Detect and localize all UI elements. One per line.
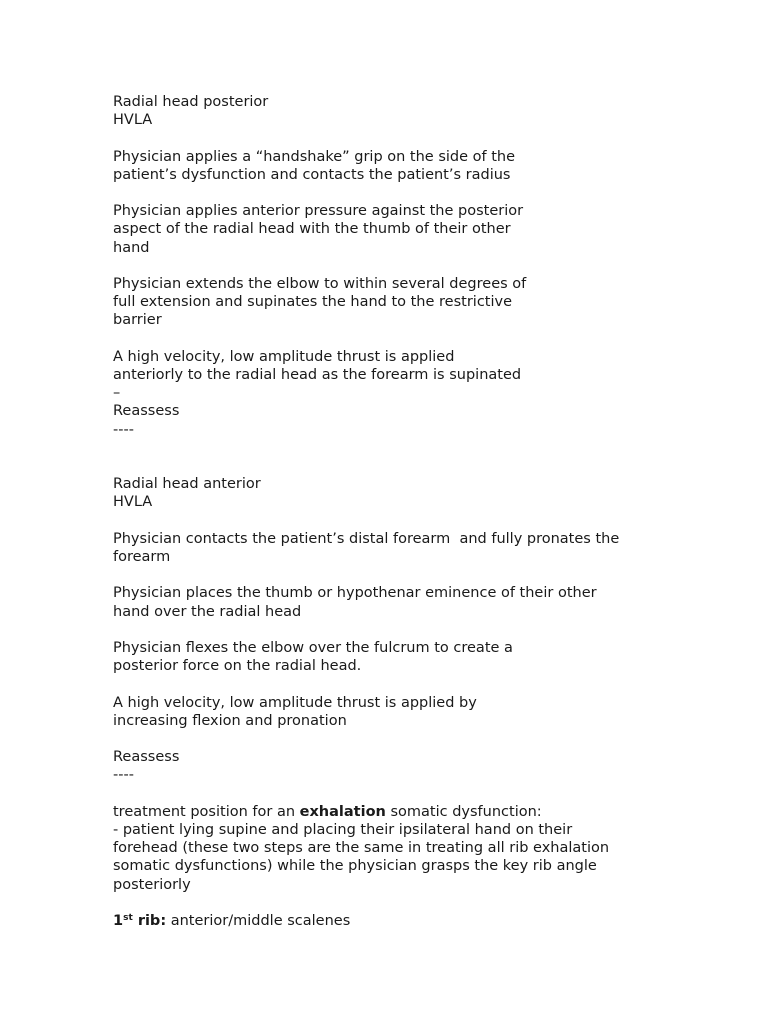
separator: ---- (113, 767, 134, 784)
rib-number: 1 (113, 912, 124, 929)
document-body (113, 93, 673, 930)
text-line: hand (113, 239, 150, 256)
text-line: increasing flexion and pronation (113, 712, 347, 729)
text-line: Physician extends the elbow to within several degrees of (113, 275, 527, 292)
reassess-label: Reassess (113, 403, 180, 420)
rib-muscles: anterior/middle scalenes (166, 912, 351, 929)
treatment-intro (113, 803, 673, 821)
intro-bold-term: exhalation (299, 803, 386, 820)
rib-entry (113, 912, 673, 930)
step-paragraph (113, 530, 673, 566)
text-line: aspect of the radial head with the thumb of their other (113, 221, 511, 238)
rib-ordinal: st (123, 912, 133, 923)
text-line: - patient lying supine and placing their ipsilateral hand on their (113, 821, 573, 838)
text-line: A high velocity, low amplitude thrust is applied (113, 348, 455, 365)
text-line: forehead (these two steps are the same in treating all rib exhalation (113, 840, 610, 857)
text-line: Physician flexes the elbow over the fulcrum to create a (113, 639, 513, 656)
text-line: Physician places the thumb or hypothenar eminence of their other (113, 585, 597, 602)
text-line: full extension and supinates the hand to the restrictive (113, 294, 513, 311)
technique-label: HVLA (113, 494, 153, 511)
step-paragraph (113, 148, 673, 184)
text-line: barrier (113, 312, 162, 329)
step-paragraph (113, 202, 673, 257)
text-line: patient’s dysfunction and contacts the patient’s radius (113, 166, 511, 183)
step-paragraph (113, 584, 673, 620)
text-line: somatic dysfunctions) while the physician grasps the key rib angle (113, 858, 597, 875)
step-paragraph (113, 694, 673, 730)
rib-label: rib: (132, 912, 167, 929)
text-line: Physician applies anterior pressure against the posterior (113, 203, 524, 220)
technique-label: HVLA (113, 112, 153, 129)
text-line: Physician applies a “handshake” grip on the side of the (113, 148, 516, 165)
step-paragraph (113, 348, 673, 403)
intro-text: somatic dysfunction: (385, 803, 542, 820)
section-title: Radial head anterior (113, 476, 261, 493)
text-line: forearm (113, 548, 171, 565)
text-line: – (113, 385, 121, 402)
separator: ---- (113, 421, 134, 438)
reassess-label: Reassess (113, 749, 180, 766)
step-paragraph (113, 639, 673, 675)
intro-text: treatment position for an (113, 803, 300, 820)
text-line: Physician contacts the patient’s distal forearm and fully pronates the (113, 530, 620, 547)
section-title: Radial head posterior (113, 94, 269, 110)
text-line: A high velocity, low amplitude thrust is applied by (113, 694, 477, 711)
text-line: posterior force on the radial head. (113, 658, 362, 675)
text-line: posteriorly (113, 876, 191, 893)
step-paragraph (113, 275, 673, 330)
text-line: anteriorly to the radial head as the forearm is supinated (113, 366, 522, 383)
text-line: hand over the radial head (113, 603, 302, 620)
